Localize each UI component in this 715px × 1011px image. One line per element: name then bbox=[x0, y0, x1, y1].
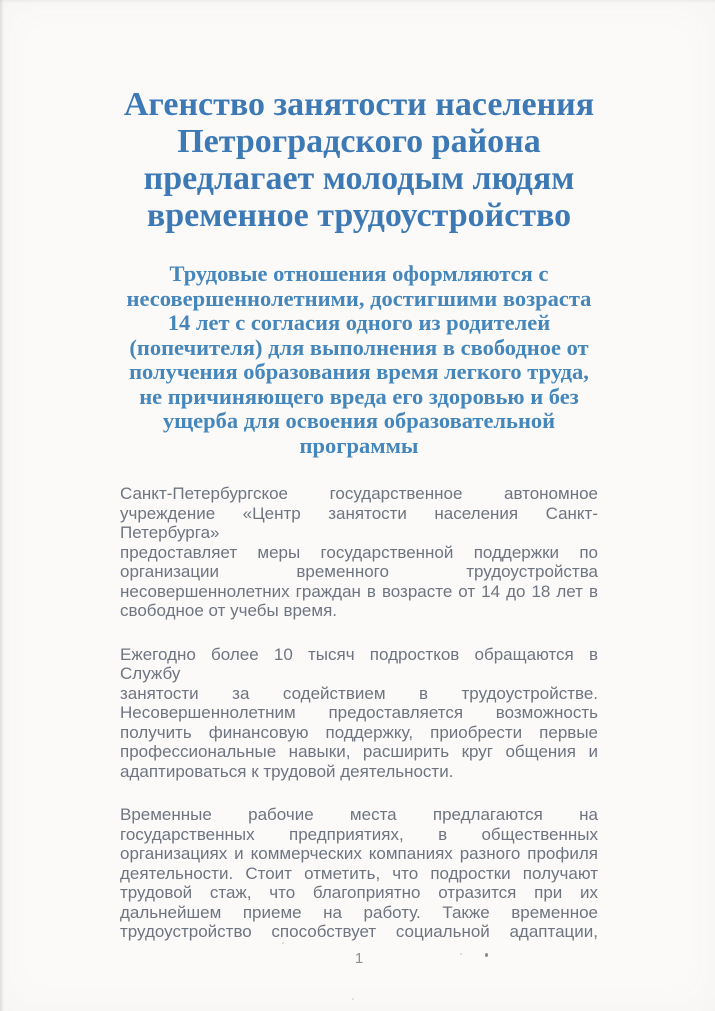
text-line: дальнейшем приеме на работу. Также временное bbox=[120, 902, 598, 922]
document-title bbox=[120, 86, 598, 234]
text-line: 14 лет с согласия одного из родителей bbox=[167, 310, 551, 335]
text-line: Несовершеннолетним предоставляется возможность bbox=[120, 703, 598, 722]
text-line: предоставляет меры государственной поддержки по bbox=[120, 542, 598, 562]
text-line: ущерба для освоения образовательной bbox=[162, 408, 556, 433]
text-line: получения образования время легкого труда, bbox=[129, 359, 589, 384]
text-line: свободное от учебы время. bbox=[120, 601, 337, 620]
text-line: Санкт-Петербургское государственное автономное bbox=[120, 484, 598, 503]
scan-speck bbox=[282, 942, 284, 944]
text-line: Ежегодно более 10 тысяч подростков обращаются в Службу bbox=[120, 644, 598, 683]
text-line: государственных предприятиях, в общественных bbox=[120, 824, 598, 844]
text-line: Трудовые отношения оформляются с bbox=[169, 261, 549, 286]
paragraph-1 bbox=[120, 484, 598, 621]
text-line: Петроградского района bbox=[177, 123, 541, 160]
text-line: деятельности. Стоит отметить, что подростки получают bbox=[120, 863, 598, 883]
text-line: (попечителя) для выполнения в свободное от bbox=[129, 334, 589, 360]
text-line: несовершеннолетними, достигшими возраста bbox=[126, 285, 592, 311]
text-line: профессиональные навыки, расширить круг общения и bbox=[120, 742, 598, 761]
text-line: Временные рабочие места предлагаются на bbox=[120, 805, 598, 824]
scan-speck bbox=[460, 953, 462, 955]
scan-speck bbox=[352, 998, 354, 1000]
paragraph-3 bbox=[120, 805, 598, 942]
paragraph-2 bbox=[120, 645, 598, 782]
text-line: адаптироваться к трудовой деятельности. bbox=[120, 761, 454, 781]
text-line: несовершеннолетних граждан в возрасте от 14 до 18 лет в bbox=[120, 581, 598, 601]
scan-speck bbox=[485, 953, 488, 957]
text-line: программы bbox=[299, 432, 419, 458]
text-line: Агенство занятости населения bbox=[123, 86, 595, 123]
text-line: организации временного трудоустройства bbox=[120, 562, 598, 581]
page-number: 1 bbox=[354, 949, 364, 967]
text-line: учреждение «Центр занятости населения Санкт-Петербурга» bbox=[120, 503, 598, 542]
text-line: получить финансовую поддержку, приобрести первые bbox=[120, 722, 598, 742]
text-line: трудовой стаж, что благоприятно отразится при их bbox=[120, 883, 598, 902]
text-line: трудоустройство способствует социальной адаптации, bbox=[120, 922, 598, 941]
text-line: не причиняющего вреда его здоровью и без bbox=[139, 383, 579, 409]
text-line: занятости за содействием в трудоустройстве. bbox=[120, 683, 598, 703]
document-subtitle bbox=[120, 262, 598, 458]
text-line: временное трудоустройство bbox=[146, 197, 572, 234]
document-content bbox=[120, 0, 598, 968]
text-line: организациях и коммерческих компаниях разного профиля bbox=[120, 844, 598, 863]
text-line: предлагает молодым людям bbox=[143, 160, 575, 197]
